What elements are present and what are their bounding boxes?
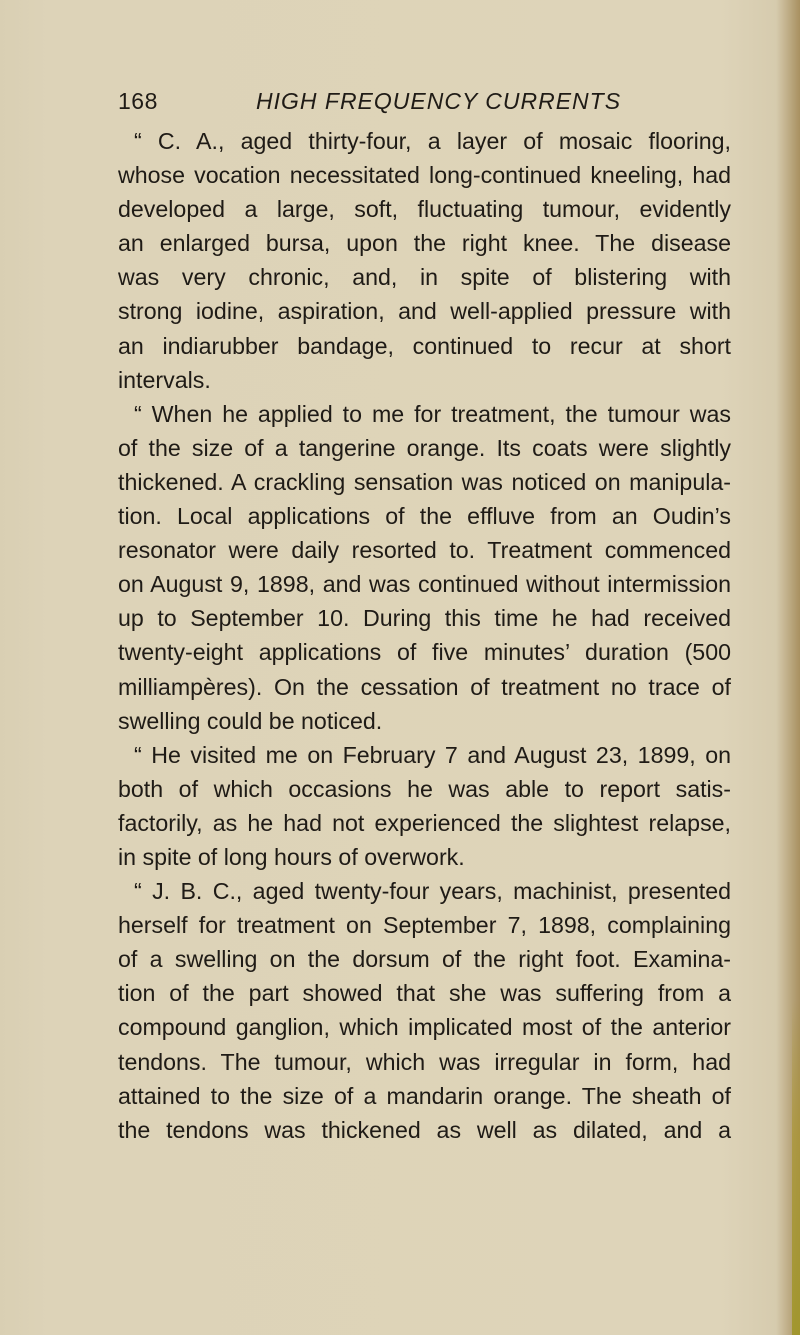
text-line: tion of the part showed that she was suffering from a bbox=[118, 980, 731, 1007]
text-line: an indiarubber bandage, continued to recur at short bbox=[118, 332, 731, 359]
page-number: 168 bbox=[118, 88, 158, 114]
page-edge-stain bbox=[792, 1000, 800, 1335]
text-line: “ He visited me on February 7 and August 23, 1899, on bbox=[134, 741, 731, 768]
text-line: factorily, as he had not experienced the slightest relapse, bbox=[118, 809, 731, 836]
text-line: swelling could be noticed. bbox=[118, 707, 383, 734]
text-line: tendons. The tumour, which was irregular in form, had bbox=[118, 1048, 731, 1075]
text-line: in spite of long hours of overwork. bbox=[118, 843, 465, 870]
text-line: milliampères). On the cessation of treatment no trace of bbox=[118, 673, 731, 700]
text-line: herself for treatment on September 7, 1898, complaining bbox=[118, 912, 731, 939]
text-line: both of which occasions he was able to report satis- bbox=[118, 775, 731, 802]
text-line: “ When he applied to me for treatment, the tumour was bbox=[134, 400, 731, 427]
text-line: resonator were daily resorted to. Treatment commenced bbox=[118, 537, 731, 564]
text-line: “ J. B. C., aged twenty-four years, machinist, presented bbox=[134, 878, 731, 905]
text-line: “ C. A., aged thirty-four, a layer of mosaic flooring, bbox=[134, 128, 731, 154]
text-line: attained to the size of a mandarin orange. The sheath of bbox=[118, 1082, 731, 1109]
text-line: an enlarged bursa, upon the right knee. The disease bbox=[118, 230, 731, 257]
text-line: thickened. A crackling sensation was noticed on manipula- bbox=[118, 468, 731, 495]
text-line: on August 9, 1898, and was continued without intermission bbox=[118, 571, 731, 598]
text-line: the tendons was thickened as well as dilated, and a bbox=[118, 1116, 731, 1143]
text-line: of the size of a tangerine orange. Its coats were slightly bbox=[118, 434, 731, 461]
text-line: developed a large, soft, fluctuating tumour, evidently bbox=[118, 196, 731, 223]
text-line: twenty-eight applications of five minutes’ duration (500 bbox=[118, 639, 731, 666]
text-line: up to September 10. During this time he had received bbox=[118, 605, 731, 632]
text-line: whose vocation necessitated long-continued kneeling, had bbox=[118, 162, 731, 189]
body-text bbox=[118, 124, 731, 1147]
text-line: was very chronic, and, in spite of blistering with bbox=[118, 264, 731, 291]
page-header bbox=[0, 88, 800, 122]
text-line: strong iodine, aspiration, and well-applied pressure with bbox=[118, 298, 731, 325]
running-head: HIGH FREQUENCY CURRENTS bbox=[256, 88, 622, 114]
text-line: intervals. bbox=[118, 366, 211, 393]
text-line: compound ganglion, which implicated most of the anterior bbox=[118, 1014, 731, 1041]
text-line: tion. Local applications of the effluve from an Oudin’s bbox=[118, 503, 731, 530]
text-line: of a swelling on the dorsum of the right foot. Examina- bbox=[118, 946, 731, 973]
